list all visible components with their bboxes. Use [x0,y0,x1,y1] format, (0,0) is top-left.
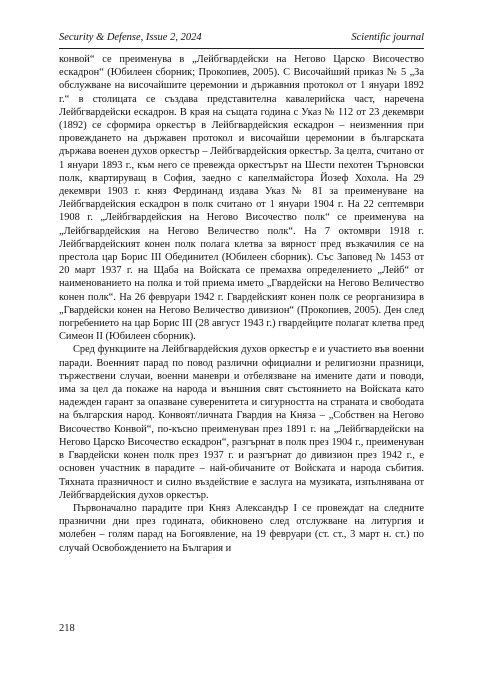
header-rule [59,48,424,49]
paragraph-3: Първоначално парадите при Княз Александър I се провеждат на следните празнични дни през годината, обикновено след отслужване на литургия и молебен – голям парад на Богоявление, на 19 февруари (ст. ст., 3 март н. ст.) по случай Освобождението на България и [59,502,424,554]
journal-issue-label: Security & Defense, Issue 2, 2024 [59,32,202,43]
article-body [59,53,424,555]
running-header [59,30,424,46]
journal-type-label: Scientific journal [351,32,424,43]
paragraph-2: Сред функциите на Лейбгвардейския духов оркестър е и участието във военни паради. Военният парад по повод различни официални и религиозни празници, тържествени случаи, военни маневри и отбелязване на имените дати и поводи, има за цел да покаже на народа и външния свят състоянието на Войската като надежден гарант за опазване суверенитета и сигурността на страната и свободата на българския народ. Конвоят/личната Гвардия на Княза – „Собствен на Негово Височество Конвой“, по-късно преименуван през 1891 г. на „Лейбгвардейски на Негово Царско Височество ескадрон“, разгърнат в полк през 1904 г., преименуван в Гвардейски конен полк през 1937 г. и разгърнат до дивизион през 1942 г., е основен участник в парадите – най-обичаните от Войската и народа събития. Тяхната празничност и силно въздействие е заслуга на музиката, изпълнявана от Лейбгвардейския духов оркестър. [59,344,424,501]
page-number: 218 [59,623,75,634]
paragraph-1: конвой“ се преименува в „Лейбгвардейски на Негово Царско Височество ескадрон“ (Юбилеен сборник; Прокопиев, 2005). С Височайший приказ № 5 „За обслужване на височайшите церемонии и държавния протокол от 1 януари 1892 г.“ в столицата се създава представителна кавалерийска част, наречена Лейбгвардейски ескадрон. В края на същата година с Указ № 112 от 23 декември (1892) се сформира оркестър в Лейбгвардейския ескадрон – неизменния при провеждането на държавен протокол и височайши церемонии в българската държава военен духов оркестър – Лейбгвардейския оркестър. За целта, считано от 1 януари 1893 г., към него се превежда оркестърът на Шести пехотен Търновски полк, квартируващ в София, заедно с капелмайстора Йозеф Хохола. На 29 декември 1903 г. княз Фердинанд издава Указ № 81 за преименуване на Лейбгвардейския ескадрон в полк считано от 1 януари 1904 г. На 22 септември 1908 г. „Лейбгвардейския на Негово Височество полк“ се преименува на „Лейбгвардейския на Негово Величество полк“. На 7 октомври 1918 г. Лейбгвардейският конен полк полага клетва за вярност пред възкачилия се на престола цар Борис III Обединител (Юбилеен сборник). Със Заповед № 1453 от 20 март 1937 г. на Щаба на Войската се премахва определението „Лейб“ от наименованието на полка и той приема името „Гвардейски на Негово Величество конен полк“. На 26 февруари 1942 г. Гвардейският конен полк се реорганизира в „Гвардейски конен на Негово Величество дивизион“ (Прокопиев, 2005). Ден след погребението на цар Борис III (28 август 1943 г.) гвардейците полагат клетва пред Симеон II (Юбилеен сборник). [59,54,424,343]
